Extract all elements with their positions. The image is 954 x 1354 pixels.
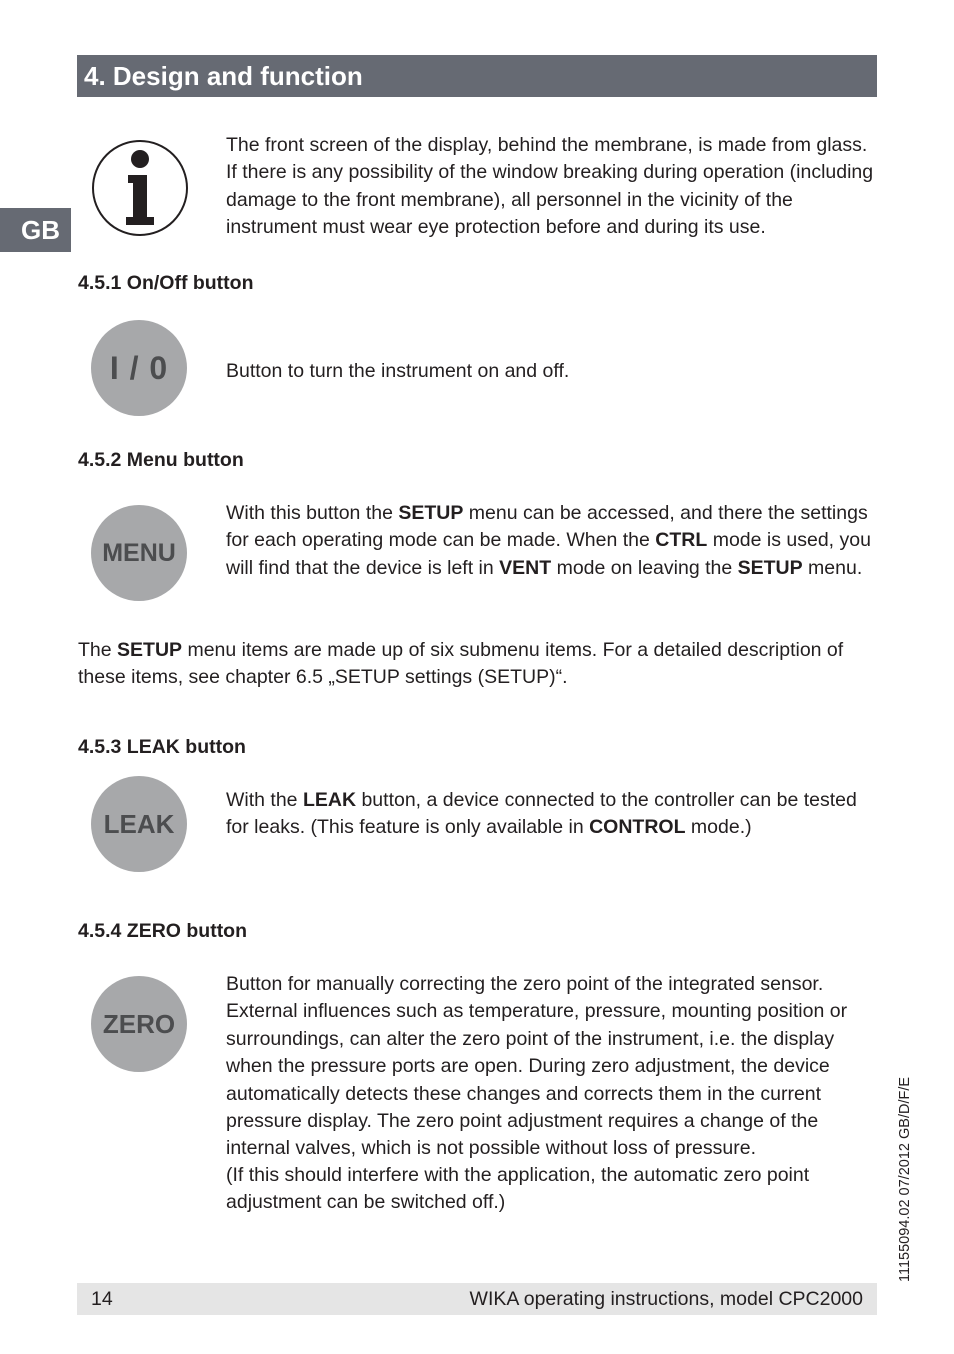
zero-text: Button for manually correcting the zero point of the integrated sensor. External influences such as temperature, pressure, mounting position or surroundings, can alter the zero point of the instrument, i.e. the display when the pressure ports are open. During zero adjustment, the device automatically detects these changes and corrects them in the current pressure display. The zero point adjustment requires a change of the internal valves, which is not possible without loss of pressure. bbox=[226, 973, 848, 1160]
menu-text: With this button the SETUP menu can be accessed, and there the settings for each operating mode can be made. When the CTRL mode is used, you will find that the device is left in VENT mode on leaving the SETUP menu. bbox=[226, 502, 871, 579]
info-icon bbox=[92, 140, 188, 236]
leak-button-icon: LEAK bbox=[91, 776, 187, 872]
language-tab: GB bbox=[0, 208, 71, 252]
section-title: 4. Design and function bbox=[84, 61, 363, 91]
footer-title: WIKA operating instructions, model CPC2000 bbox=[469, 1288, 863, 1310]
menu-button-icon: MENU bbox=[91, 505, 187, 601]
zero-button-icon: ZERO bbox=[91, 976, 187, 1072]
menu-heading: 4.5.2 Menu button bbox=[78, 449, 244, 471]
leak-heading: 4.5.3 LEAK button bbox=[78, 736, 246, 758]
onoff-text: Button to turn the instrument on and off. bbox=[226, 360, 570, 382]
info-note-text: The front screen of the display, behind the membrane, is made from glass. If there is any possibility of the window breaking during operation (including damage to the front membrane), all personnel in the vicinity of the instrument must wear eye protection before and during its use. bbox=[226, 134, 874, 239]
onoff-button-icon: I / 0 bbox=[91, 320, 187, 416]
info-glyph bbox=[120, 149, 160, 227]
page-number: 14 bbox=[91, 1288, 113, 1310]
footer bbox=[77, 1283, 877, 1315]
leak-text: With the LEAK button, a device connected to the controller can be tested for leaks. (This feature is only available in CONTROL mode.) bbox=[226, 789, 857, 839]
document-id: 11155094.02 07/2012 GB/D/F/E bbox=[897, 1076, 913, 1282]
onoff-heading: 4.5.1 On/Off button bbox=[78, 272, 254, 294]
section-header bbox=[77, 55, 877, 97]
zero-heading: 4.5.4 ZERO button bbox=[78, 920, 248, 942]
menu-extra-text: The SETUP menu items are made up of six submenu items. For a detailed description of these items, see chapter 6.5 „SETUP settings (SETUP)“. bbox=[78, 639, 844, 689]
zero-text-note: (If this should interfere with the application, the automatic zero point adjustment can be switched off.) bbox=[226, 1164, 810, 1214]
